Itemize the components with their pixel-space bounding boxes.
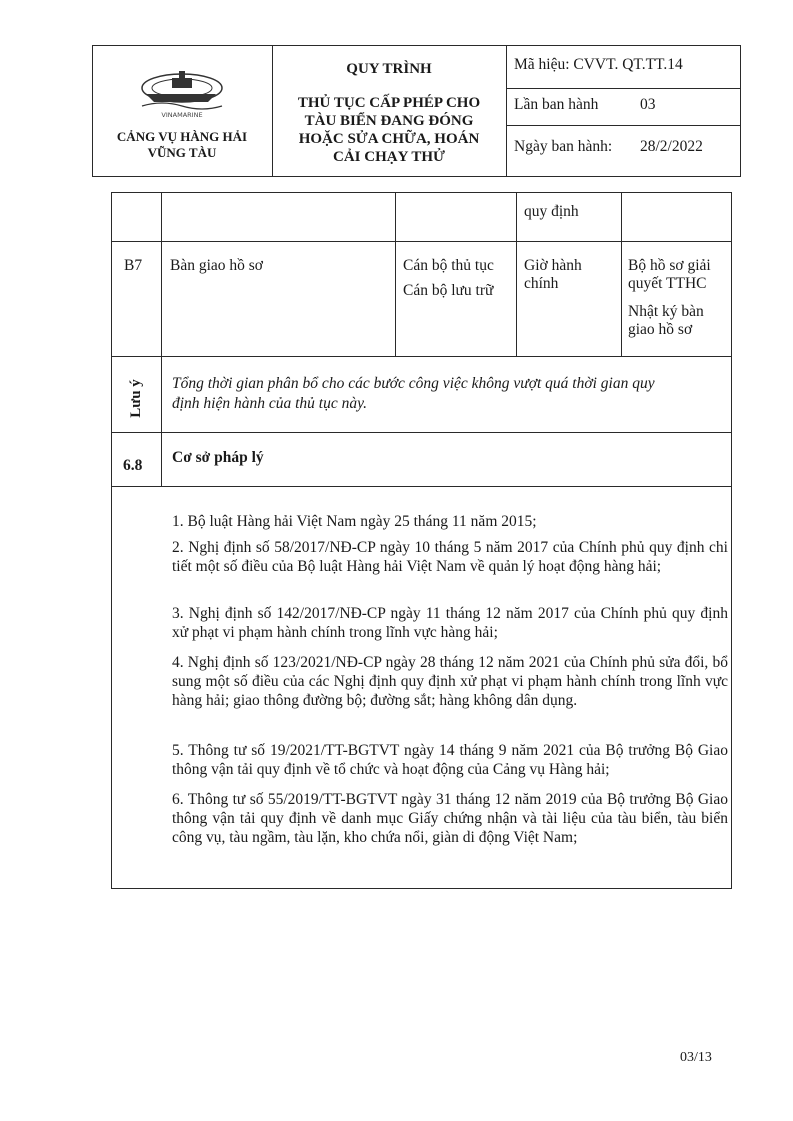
list-item: 1. Bộ luật Hàng hải Việt Nam ngày 25 tháng 11 năm 2015; [172, 513, 537, 530]
list-item: 4. Nghị định số 123/2021/NĐ-CP ngày 28 tháng 12 năm 2021 của Chính phủ sửa đổi, bổ sung một số điều của các Nghị định quy định xử phạt vi phạm hành chính trong lĩnh vực hàng hải; giao thông đường bộ; đường sắt; hàng không dân dụng. [172, 654, 728, 709]
title-line-2: TÀU BIỂN ĐANG ĐÓNG [304, 113, 474, 129]
issue-date-label: Ngày ban hành: [514, 138, 613, 155]
note-label: Lưu ý [127, 379, 144, 418]
note-line-2: định hiện hành của thủ tục này. [172, 395, 368, 412]
responsible-1: Cán bộ thủ tục [403, 257, 494, 274]
title-line-3: HOẶC SỬA CHỮA, HOÁN [298, 131, 480, 147]
section-title: Cơ sở pháp lý [172, 449, 264, 466]
list-item: 6. Thông tư số 55/2019/TT-BGTVT ngày 31 tháng 12 năm 2019 của Bộ trưởng Bộ Giao thông vận tải quy định về danh mục Giấy chứng nhận và tài liệu của tàu biển, tàu biển công vụ, tàu ngầm, tàu lặn, kho chứa nổi, giàn di động Việt Nam; [172, 791, 728, 846]
list-item: 2. Nghị định số 58/2017/NĐ-CP ngày 10 tháng 5 năm 2017 của Chính phủ quy định chi tiết một số điều của Bộ luật Hàng hải Việt Nam về quản lý hoạt động hàng hải; [172, 539, 728, 575]
cont-row-text: quy định [524, 203, 579, 220]
title-line-1: THỦ TỤC CẤP PHÉP CHO [297, 95, 481, 111]
list-item: 3. Nghị định số 142/2017/NĐ-CP ngày 11 tháng 12 năm 2017 của Chính phủ quy định xử phạt vi phạm hành chính trong lĩnh vực hàng hải; [172, 605, 728, 641]
responsible-2: Cán bộ lưu trữ [403, 282, 494, 299]
section-number: 6.8 [123, 457, 143, 474]
issue-date: 28/2/2022 [640, 138, 703, 155]
org-name-line2: VŨNG TÀU [147, 145, 217, 160]
step-task: Bàn giao hồ sơ [170, 257, 264, 274]
result-line-2: quyết TTHC [628, 275, 707, 292]
page-number: 03/13 [680, 1050, 712, 1065]
vinamarine-logo [132, 64, 232, 120]
issue-number: 03 [640, 96, 656, 113]
org-name-line1: CẢNG VỤ HÀNG HẢI [116, 129, 248, 144]
logo-text: VINAMARINE [161, 111, 203, 119]
title-line-4: CẢI CHẠY THỬ [333, 149, 445, 165]
time-line-2: chính [524, 275, 559, 292]
note-line-1: Tổng thời gian phân bổ cho các bước công việc không vượt quá thời gian quy [172, 375, 655, 392]
doc-type: QUY TRÌNH [346, 61, 432, 77]
list-item: 5. Thông tư số 19/2021/TT-BGTVT ngày 14 tháng 9 năm 2021 của Bộ trưởng Bộ Giao thông vận tải quy định về tổ chức và hoạt động của Cảng vụ Hàng hải; [172, 742, 728, 778]
issue-label: Lần ban hành [514, 96, 599, 113]
doc-code: Mã hiệu: CVVT. QT.TT.14 [514, 56, 683, 73]
result-line-1: Bộ hồ sơ giải [628, 257, 711, 274]
note-label-cell [111, 365, 161, 432]
time-line-1: Giờ hành [524, 257, 582, 274]
result-line-3: Nhật ký bàn [628, 303, 704, 320]
step-code: B7 [124, 257, 143, 274]
result-line-4: giao hồ sơ [628, 321, 693, 338]
